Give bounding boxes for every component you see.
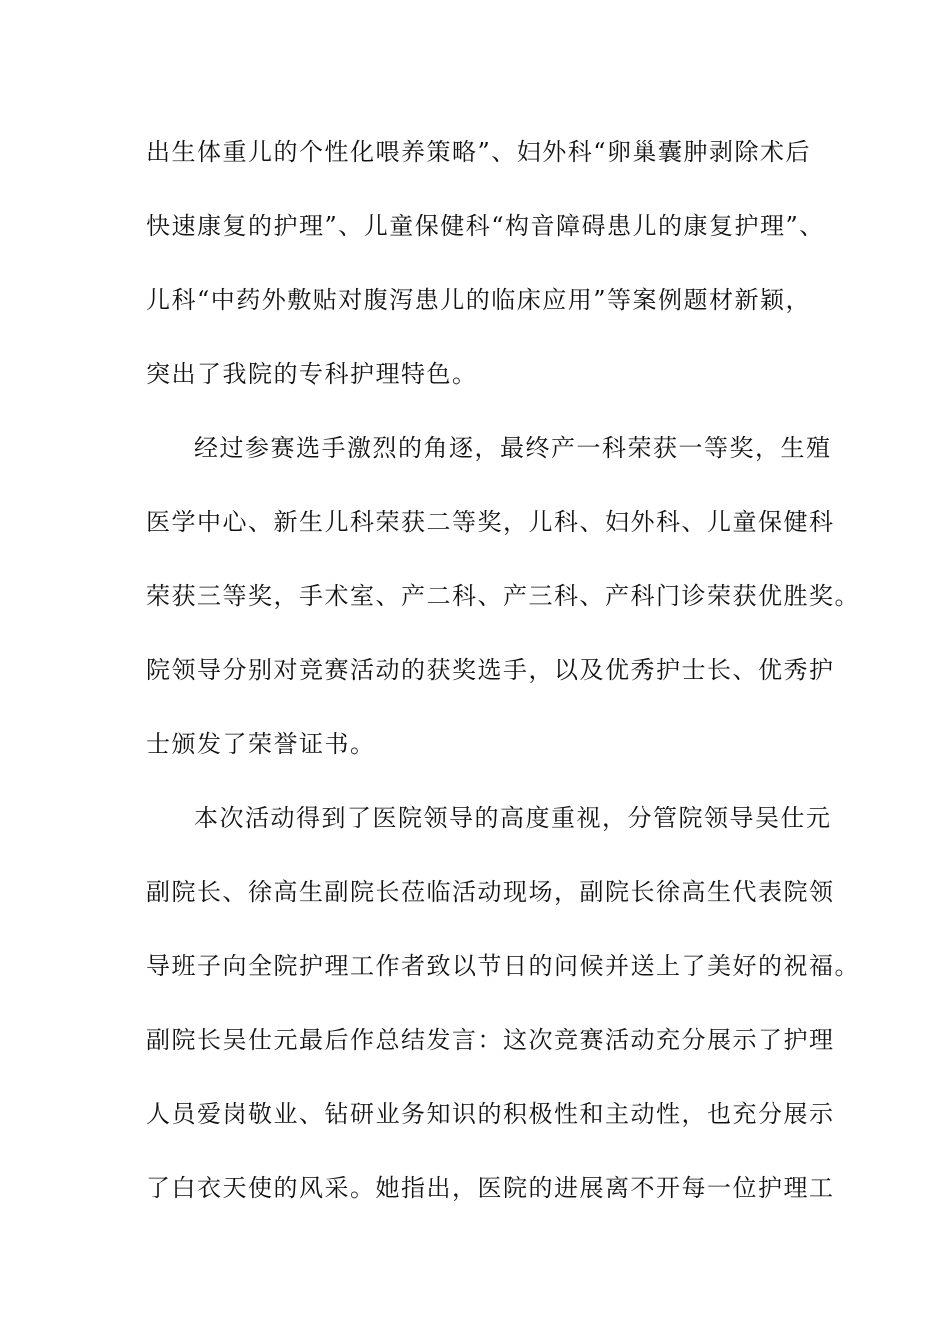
text-line: 院领导分别对竞赛活动的获奖选手，以及优秀护士长、优秀护 — [146, 656, 835, 684]
text-line: 士颁发了荣誉证书。 — [146, 730, 376, 758]
text-line: 副院长吴仕元最后作总结发言：这次竞赛活动充分展示了护理 — [146, 1026, 835, 1054]
text-line: 导班子向全院护理工作者致以节日的问候并送上了美好的祝福。 — [146, 952, 860, 980]
text-line: 儿科“中药外敷贴对腹泻患儿的临床应用”等案例题材新颖， — [146, 286, 812, 314]
text-line: 出生体重儿的个性化喂养策略”、妇外科“卵巢囊肿剥除术后 — [146, 138, 812, 166]
text-line: 医学中心、新生儿科荣获二等奖，儿科、妇外科、儿童保健科 — [146, 508, 835, 536]
text-line: 了白衣天使的风采。她指出，医院的进展离不开每一位护理工 — [146, 1174, 835, 1202]
text-line: 人员爱岗敬业、钻研业务知识的积极性和主动性，也充分展示 — [146, 1100, 835, 1128]
text-line: 荣获三等奖，手术室、产二科、产三科、产科门诊荣获优胜奖。 — [146, 582, 860, 610]
paragraph-first-line: 经过参赛选手激烈的角逐，最终产一科荣获一等奖，生殖 — [194, 434, 832, 462]
text-line: 快速康复的护理”、儿童保健科“构音障碍患儿的康复护理”、 — [146, 212, 825, 240]
text-line: 副院长、徐高生副院长莅临活动现场，副院长徐高生代表院领 — [146, 878, 835, 906]
text-line: 突出了我院的专科护理特色。 — [146, 360, 478, 388]
paragraph-first-line: 本次活动得到了医院领导的高度重视，分管院领导吴仕元 — [194, 804, 832, 832]
